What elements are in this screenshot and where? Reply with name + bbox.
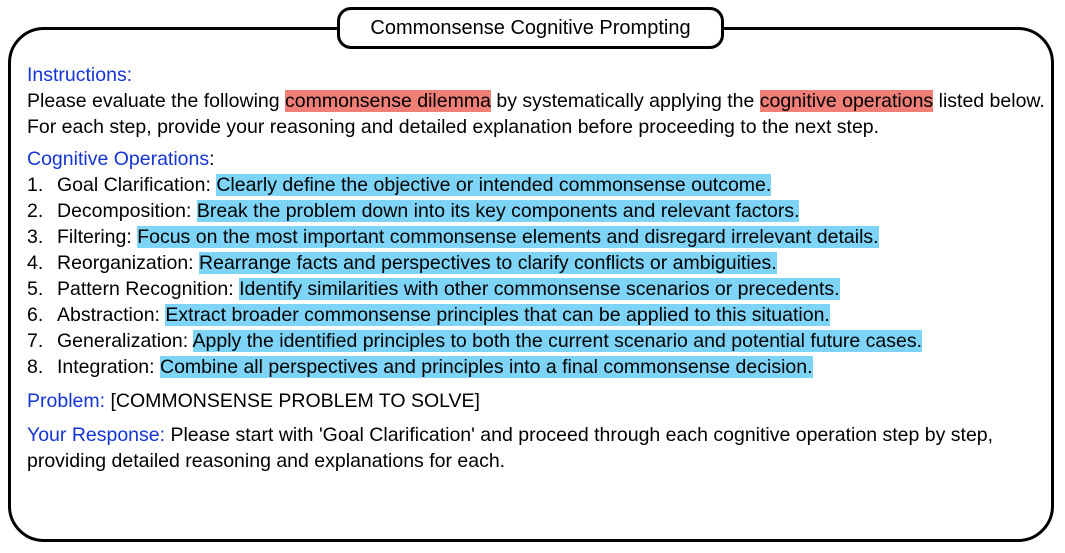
operation-name: Decomposition: <box>57 200 192 222</box>
operation-number: 8. <box>27 356 44 378</box>
operation-number: 3. <box>27 226 44 248</box>
operation-item <box>27 276 1047 302</box>
operation-description: Rearrange facts and perspectives to clarify conflicts or ambiguities. <box>199 252 777 274</box>
instructions-text-part-3: listed below. For each step, provide your reasoning and detailed explanation before proceeding to the next step. <box>27 90 1045 138</box>
operation-number: 7. <box>27 330 44 352</box>
problem-section <box>27 388 1047 414</box>
operation-item <box>27 328 1047 354</box>
operation-number: 2. <box>27 200 44 222</box>
response-label: Your Response: <box>27 424 166 446</box>
operation-description: Identify similarities with other commonsense scenarios or precedents. <box>239 278 840 300</box>
prompt-title-box <box>337 7 724 49</box>
highlight-cognitive-operations: cognitive operations <box>759 90 934 112</box>
response-text: Please start with 'Goal Clarification' and proceed through each cognitive operation step by step, providing detailed reasoning and explanations for each. <box>27 424 994 472</box>
operation-description: Break the problem down into its key components and relevant factors. <box>196 200 800 222</box>
operation-name: Generalization: <box>57 330 189 352</box>
operation-number: 6. <box>27 304 44 326</box>
instructions-section <box>27 62 1047 140</box>
instructions-label: Instructions: <box>27 64 133 86</box>
operation-number: 5. <box>27 278 44 300</box>
operation-item <box>27 354 1047 380</box>
cognitive-operations-list <box>27 172 1047 380</box>
instructions-text-part-2: by systematically applying the <box>490 90 760 112</box>
response-section <box>27 422 1047 474</box>
cognitive-operations-label: Cognitive Operations <box>27 148 210 170</box>
instructions-text <box>27 88 1047 140</box>
operation-item <box>27 172 1047 198</box>
operation-description: Apply the identified principles to both the current scenario and potential future cases. <box>192 330 923 352</box>
operation-name: Pattern Recognition: <box>57 278 234 300</box>
operation-item <box>27 224 1047 250</box>
operation-name: Integration: <box>57 356 155 378</box>
cognitive-operations-section <box>27 146 1047 380</box>
cognitive-operations-heading <box>27 146 1047 172</box>
operation-name: Filtering: <box>57 226 132 248</box>
operation-item <box>27 302 1047 328</box>
operation-description: Clearly define the objective or intended commonsense outcome. <box>216 174 772 196</box>
problem-label: Problem: <box>27 390 106 412</box>
operation-number: 1. <box>27 174 44 196</box>
prompt-title: Commonsense Cognitive Prompting <box>370 16 691 39</box>
operation-description: Extract broader commonsense principles that can be applied to this situation. <box>165 304 830 326</box>
operation-item <box>27 250 1047 276</box>
prompt-content <box>27 62 1047 474</box>
problem-text: [COMMONSENSE PROBLEM TO SOLVE] <box>110 390 480 412</box>
operation-item <box>27 198 1047 224</box>
operation-name: Reorganization: <box>57 252 194 274</box>
operation-description: Focus on the most important commonsense elements and disregard irrelevant details. <box>137 226 879 248</box>
operation-name: Abstraction: <box>57 304 160 326</box>
cognitive-operations-colon: : <box>209 148 215 170</box>
highlight-commonsense-dilemma: commonsense dilemma <box>285 90 491 112</box>
operation-description: Combine all perspectives and principles into a final commonsense decision. <box>160 356 813 378</box>
operation-number: 4. <box>27 252 44 274</box>
operation-name: Goal Clarification: <box>57 174 211 196</box>
instructions-text-part-1: Please evaluate the following <box>27 90 286 112</box>
